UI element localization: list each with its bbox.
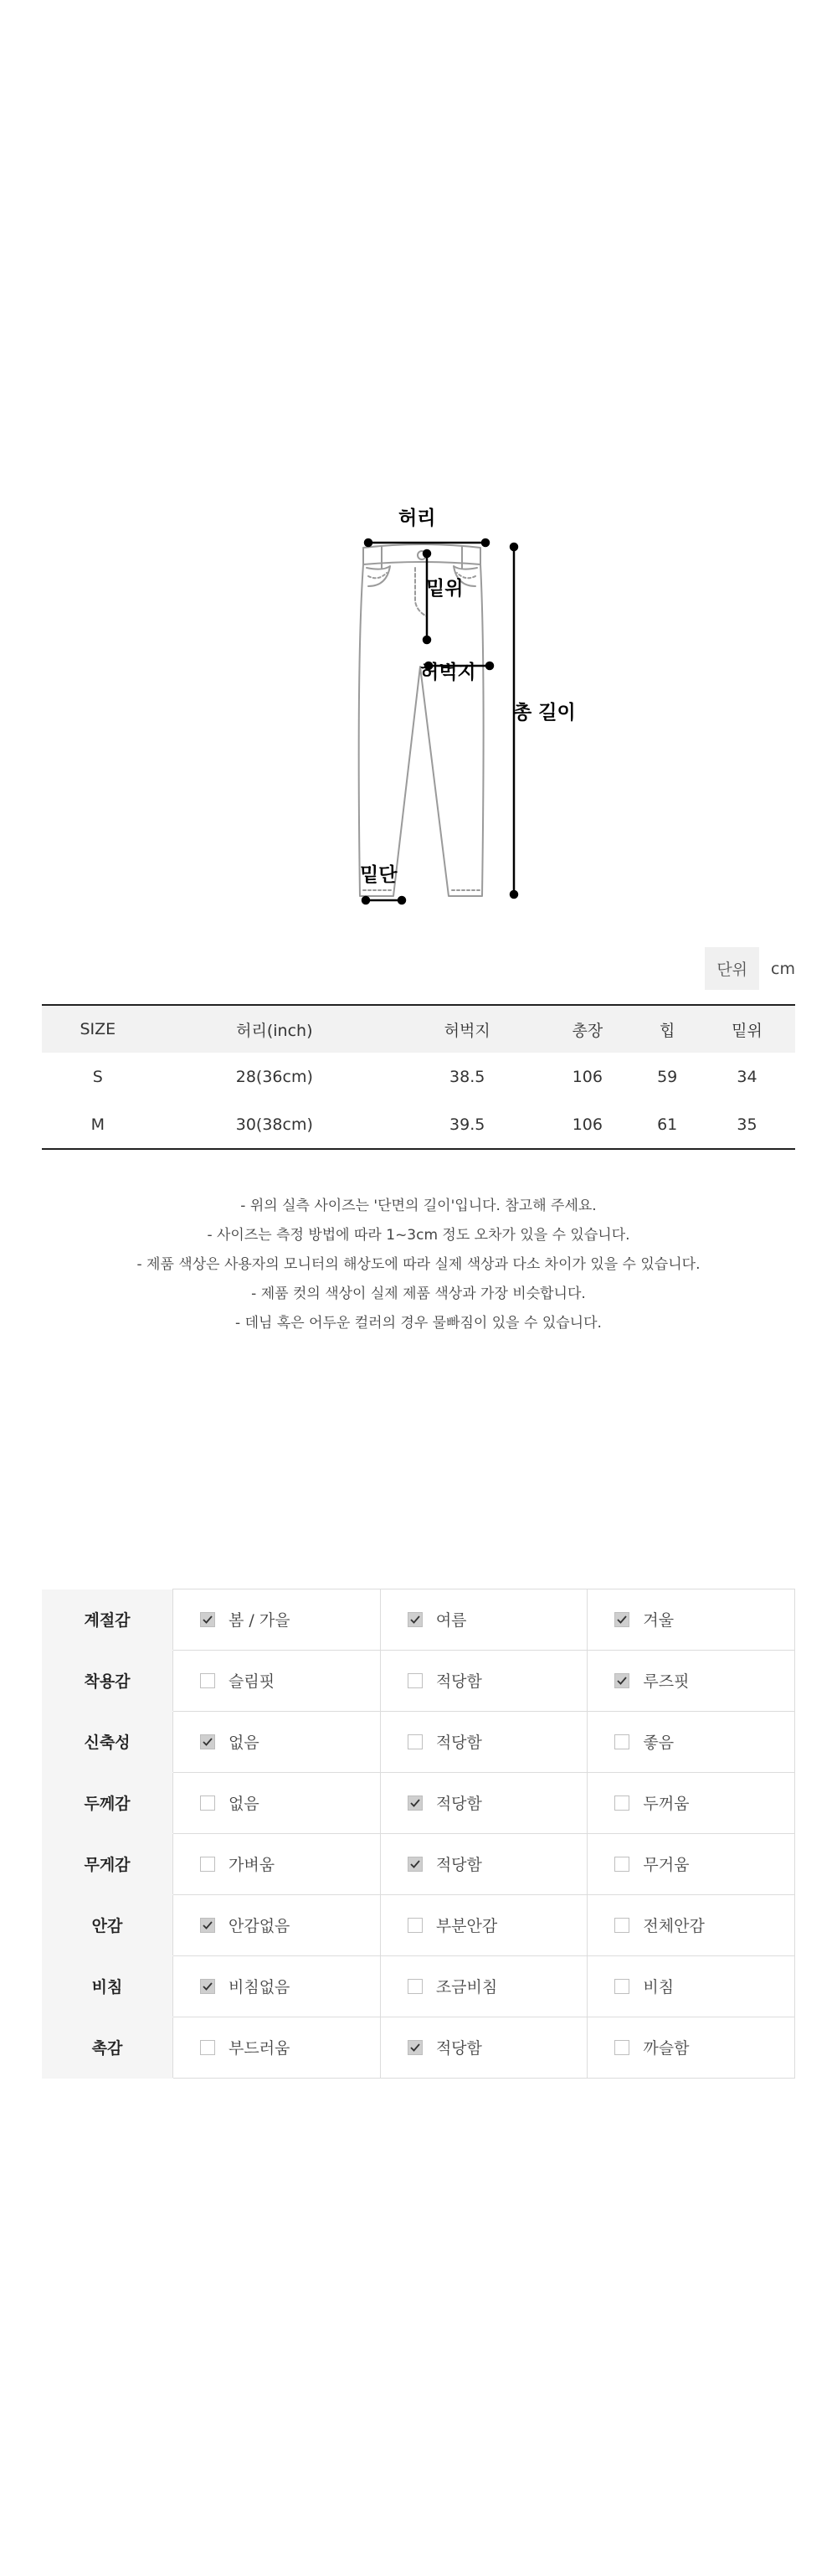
size-table-header: 힙 — [635, 1005, 699, 1053]
unchecked-checkbox-icon — [200, 2040, 215, 2055]
attribute-option — [408, 1791, 588, 1814]
size-table-row — [42, 1053, 795, 1100]
attribute-label: 무게감 — [42, 1833, 173, 1894]
unchecked-checkbox-icon — [200, 1795, 215, 1811]
total-length-label: 총 길이 — [513, 702, 576, 724]
pants-measurement-diagram — [335, 494, 603, 921]
size-table-cell: 106 — [572, 1067, 603, 1086]
unchecked-checkbox-icon — [200, 1673, 215, 1688]
attribute-option-cell — [173, 1894, 381, 1955]
hem-label: 밑단 — [360, 864, 398, 886]
attribute-option-text: 적당함 — [435, 1672, 482, 1691]
attribute-option — [614, 2036, 794, 2058]
size-table-header-row — [42, 1005, 795, 1053]
attribute-option-cell — [380, 1711, 588, 1772]
attribute-option — [614, 1608, 794, 1631]
attribute-option-text: 없음 — [229, 1795, 259, 1813]
attribute-label: 두께감 — [42, 1772, 173, 1833]
attribute-option — [614, 1914, 794, 1936]
checked-checkbox-icon — [200, 1979, 215, 1994]
attribute-option-text: 여름 — [435, 1611, 467, 1631]
attribute-row — [42, 1772, 795, 1833]
size-table-header: 총장 — [539, 1005, 635, 1053]
attribute-option — [200, 1914, 380, 1936]
note-line: - 제품 컷의 색상이 실제 제품 색상과 가장 비슷합니다. — [251, 1285, 586, 1302]
size-table-cell: 61 — [657, 1115, 678, 1134]
unchecked-checkbox-icon — [408, 1673, 423, 1688]
attribute-label: 비침 — [42, 1955, 173, 2017]
attribute-option-text: 봄 / 가을 — [229, 1611, 290, 1631]
attribute-option — [408, 1669, 588, 1692]
attribute-option-text: 적당함 — [435, 1795, 482, 1813]
attribute-option-cell — [173, 2017, 381, 2078]
attribute-option-text: 까슬함 — [643, 2039, 690, 2058]
attribute-option-text: 루즈핏 — [643, 1672, 690, 1691]
unchecked-checkbox-icon — [614, 1918, 629, 1933]
size-table-cell: M — [90, 1115, 105, 1134]
attribute-option-text: 가벼움 — [229, 1856, 275, 1874]
attribute-option-cell — [380, 1894, 588, 1955]
unchecked-checkbox-icon — [614, 2040, 629, 2055]
size-table-cell: 30(38cm) — [235, 1115, 313, 1134]
checked-checkbox-icon — [408, 1857, 423, 1872]
attribute-option-cell — [380, 2017, 588, 2078]
checked-checkbox-icon — [200, 1734, 215, 1749]
attribute-option-text: 조금비침 — [435, 1978, 498, 1996]
size-table-cell: 59 — [657, 1067, 678, 1086]
attribute-option — [408, 1730, 588, 1753]
attribute-option-cell — [380, 1772, 588, 1833]
attribute-option — [408, 1975, 588, 1997]
unchecked-checkbox-icon — [408, 1734, 423, 1749]
attribute-option — [614, 1791, 794, 1814]
attribute-option — [614, 1669, 794, 1692]
note-line: - 위의 실측 사이즈는 '단면의 길이'입니다. 참고해 주세요. — [240, 1198, 597, 1214]
attribute-option-text: 좋음 — [643, 1734, 675, 1752]
attribute-option — [200, 2036, 380, 2058]
note-line: - 데님 혹은 어두운 컬러의 경우 물빠짐이 있을 수 있습니다. — [235, 1315, 602, 1332]
attribute-option-cell — [380, 1833, 588, 1894]
size-table-header: 밑위 — [699, 1005, 795, 1053]
attribute-option-cell — [588, 1711, 795, 1772]
attribute-row — [42, 1955, 795, 2017]
attribute-option-text: 비침 — [643, 1978, 675, 1996]
size-table-cell: 38.5 — [449, 1067, 485, 1086]
attribute-option-text: 적당함 — [435, 1734, 482, 1752]
checked-checkbox-icon — [614, 1673, 629, 1688]
thigh-label: 허벅지 — [420, 662, 476, 683]
attribute-option-cell — [380, 1650, 588, 1711]
size-table-header: SIZE — [42, 1005, 154, 1053]
attribute-row — [42, 1589, 795, 1651]
attribute-row — [42, 1894, 795, 1955]
attribute-row — [42, 1833, 795, 1894]
attribute-option-cell — [588, 1772, 795, 1833]
attribute-option-cell — [173, 1833, 381, 1894]
size-table-cell: 34 — [737, 1067, 757, 1086]
unchecked-checkbox-icon — [614, 1734, 629, 1749]
attribute-option-text: 부분안감 — [435, 1917, 498, 1935]
attribute-option-cell — [173, 1955, 381, 2017]
attribute-label: 촉감 — [42, 2017, 173, 2078]
attribute-option-cell — [380, 1589, 588, 1651]
size-table-cell: 39.5 — [449, 1115, 485, 1134]
attribute-option-cell — [588, 1650, 795, 1711]
checked-checkbox-icon — [200, 1918, 215, 1933]
checked-checkbox-icon — [408, 1795, 423, 1811]
attribute-option-cell — [588, 2017, 795, 2078]
attribute-option-cell — [588, 1955, 795, 2017]
attribute-option-cell — [380, 1955, 588, 2017]
attribute-row — [42, 1650, 795, 1711]
product-attributes-table — [42, 1589, 795, 2079]
attribute-label: 계절감 — [42, 1589, 173, 1651]
size-table-header: 허리(inch) — [154, 1005, 395, 1053]
unchecked-checkbox-icon — [408, 1979, 423, 1994]
attribute-row — [42, 1711, 795, 1772]
attribute-option-text: 무거움 — [643, 1856, 690, 1874]
attribute-option — [408, 1914, 588, 1936]
attribute-option — [408, 2036, 588, 2058]
attribute-option — [408, 1852, 588, 1875]
attribute-option — [614, 1852, 794, 1875]
unit-label: 단위 — [705, 947, 759, 990]
note-line: - 제품 색상은 사용자의 모니터의 해상도에 따라 실제 색상과 다소 차이가 있을 수 있습니다. — [136, 1256, 701, 1273]
size-table-cell: 35 — [737, 1115, 757, 1134]
size-notes — [0, 1192, 837, 1338]
attribute-option — [200, 1852, 380, 1875]
attribute-option — [200, 1608, 380, 1631]
attribute-option-cell — [173, 1589, 381, 1651]
attribute-option — [200, 1975, 380, 1997]
unchecked-checkbox-icon — [614, 1979, 629, 1994]
attribute-option-text: 두꺼움 — [643, 1795, 690, 1813]
attribute-option-text: 전체안감 — [643, 1917, 705, 1935]
attribute-option-text: 적당함 — [435, 1856, 482, 1874]
attribute-option — [200, 1669, 380, 1692]
attribute-option — [200, 1730, 380, 1753]
attribute-label: 안감 — [42, 1894, 173, 1955]
attribute-option-text: 겨울 — [643, 1611, 675, 1631]
checked-checkbox-icon — [408, 2040, 423, 2055]
size-table — [42, 1004, 795, 1150]
rise-label: 밑위 — [426, 578, 464, 600]
unchecked-checkbox-icon — [614, 1795, 629, 1811]
attribute-option-cell — [173, 1772, 381, 1833]
attribute-row — [42, 2017, 795, 2078]
note-line: - 사이즈는 측정 방법에 따라 1~3cm 정도 오차가 있을 수 있습니다. — [207, 1227, 630, 1244]
attribute-option-text: 슬림핏 — [229, 1672, 275, 1691]
attribute-option-cell — [588, 1589, 795, 1651]
size-table-cell: 28(36cm) — [235, 1067, 313, 1086]
unchecked-checkbox-icon — [408, 1918, 423, 1933]
attribute-option — [200, 1791, 380, 1814]
size-table-cell: S — [92, 1067, 103, 1086]
unchecked-checkbox-icon — [200, 1857, 215, 1872]
attribute-option-cell — [588, 1894, 795, 1955]
unit-value: cm — [771, 959, 795, 978]
checked-checkbox-icon — [614, 1612, 629, 1627]
attribute-option-cell — [173, 1711, 381, 1772]
size-table-header: 허벅지 — [395, 1005, 539, 1053]
attribute-label: 신축성 — [42, 1711, 173, 1772]
attribute-option-text: 없음 — [229, 1734, 259, 1752]
attribute-option-cell — [173, 1650, 381, 1711]
unchecked-checkbox-icon — [614, 1857, 629, 1872]
checked-checkbox-icon — [408, 1612, 423, 1627]
waist-label: 허리 — [398, 507, 436, 529]
unit-indicator — [705, 947, 795, 990]
attribute-option-text: 안감없음 — [229, 1917, 290, 1935]
attribute-option — [614, 1730, 794, 1753]
size-table-cell: 106 — [572, 1115, 603, 1134]
attribute-option-text: 부드러움 — [229, 2039, 290, 2058]
attribute-option — [408, 1608, 588, 1631]
attribute-option-text: 적당함 — [435, 2039, 482, 2058]
attribute-option-cell — [588, 1833, 795, 1894]
attribute-label: 착용감 — [42, 1650, 173, 1711]
size-table-row — [42, 1100, 795, 1149]
attribute-option-text: 비침없음 — [229, 1978, 290, 1996]
attribute-option — [614, 1975, 794, 1997]
checked-checkbox-icon — [200, 1612, 215, 1627]
